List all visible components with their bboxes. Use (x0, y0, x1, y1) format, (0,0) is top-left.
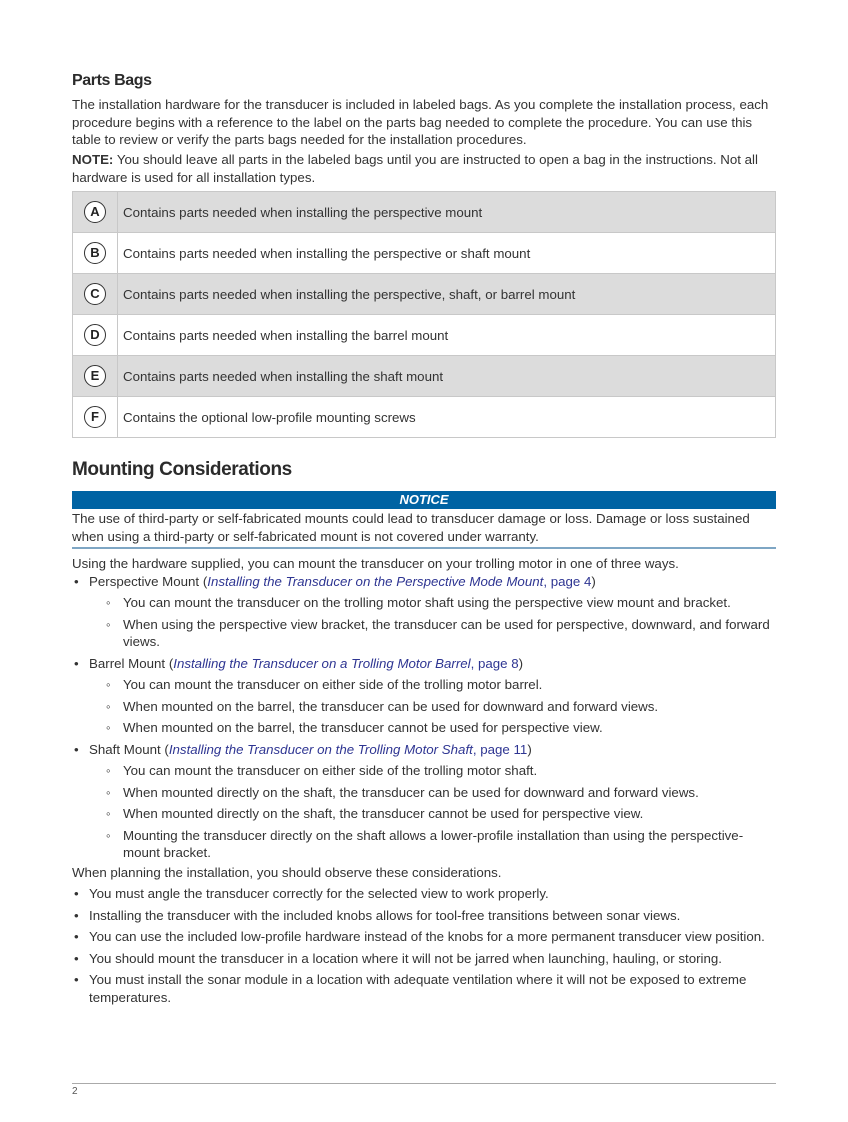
page-reference-link[interactable]: , page 11 (472, 741, 528, 757)
bag-description: Contains parts needed when installing the perspective or shaft mount (118, 233, 776, 274)
notice-divider (72, 547, 776, 549)
bag-description: Contains parts needed when installing the shaft mount (118, 356, 776, 397)
table-row (73, 397, 776, 438)
close-paren: ) (518, 655, 524, 671)
list-item: • You should mount the transducer in a location where it will not be jarred when launching, hauling, or storing. (72, 950, 776, 968)
bag-letter-a-icon: A (84, 201, 106, 223)
option-name: Perspective Mount ( (89, 573, 208, 589)
note-label: NOTE: (72, 152, 114, 167)
list-item: ◦ When mounted directly on the shaft, the transducer can be used for downward and forward views. (89, 784, 776, 802)
planning-intro: When planning the installation, you should observe these considerations. (72, 864, 502, 880)
bag-description: Contains parts needed when installing the barrel mount (118, 315, 776, 356)
list-item: ◦ You can mount the transducer on the trolling motor shaft using the perspective view mount and bracket. (89, 594, 776, 612)
bag-letter-c-icon: C (84, 283, 106, 305)
list-item: ◦ You can mount the transducer on either side of the trolling motor barrel. (89, 676, 776, 694)
page-reference-link[interactable]: , page 4 (543, 573, 592, 589)
close-paren: ) (527, 741, 532, 757)
list-item: • You can use the included low-profile hardware instead of the knobs for a more permanent transducer view position. (72, 928, 776, 946)
page-number: 2 (72, 1086, 78, 1097)
footer-divider (72, 1083, 776, 1084)
list-item: ◦ When mounted on the barrel, the transducer can be used for downward and forward views. (89, 698, 776, 716)
table-row (73, 356, 776, 397)
list-item: ◦ You can mount the transducer on either side of the trolling motor shaft. (89, 762, 776, 780)
bag-letter-e-icon: E (84, 365, 106, 387)
bag-letter-d-icon: D (84, 324, 106, 346)
bag-letter-b-icon: B (84, 242, 106, 264)
table-row (73, 233, 776, 274)
notice-text: The use of third-party or self-fabricated mounts could lead to transducer damage or loss. Damage or loss sustained when using a third-party or self-fabricated mount is not covered under warranty. (72, 511, 750, 544)
option-name: Shaft Mount ( (89, 741, 169, 757)
cross-reference-link[interactable]: Installing the Transducer on the Perspective Mode Mount (207, 573, 544, 589)
table-row (73, 274, 776, 315)
list-item: ◦ When mounted on the barrel, the transducer cannot be used for perspective view. (89, 719, 776, 737)
bag-description: Contains the optional low-profile mounting screws (118, 397, 776, 438)
option-name: Barrel Mount ( (89, 655, 174, 671)
notice-banner: NOTICE (72, 491, 776, 509)
parts-bags-heading: Parts Bags (72, 72, 152, 89)
bag-description: Contains parts needed when installing the perspective, shaft, or barrel mount (118, 274, 776, 315)
cross-reference-link[interactable]: Installing the Transducer on the Trolling Motor Shaft (168, 741, 473, 757)
mounting-section-body (72, 555, 776, 1006)
table-row (73, 315, 776, 356)
parts-bags-intro: The installation hardware for the transducer is included in labeled bags. As you complete the installation process, each procedure begins with a reference to the label on the parts bag needed to complete the procedure. You can use this table to review or verify the parts bags needed for the installation procedures. (72, 97, 769, 147)
bag-description: Contains parts needed when installing the perspective mount (118, 192, 776, 233)
page-reference-link[interactable]: , page 8 (470, 655, 519, 671)
mounting-considerations-heading: Mounting Considerations (72, 459, 292, 480)
list-item: ◦ When mounted directly on the shaft, the transducer cannot be used for perspective view. (89, 805, 776, 823)
list-item: • Installing the transducer with the included knobs allows for tool-free transitions between sonar views. (72, 907, 776, 925)
mount-options-list (72, 573, 776, 862)
list-item: • You must install the sonar module in a location with adequate ventilation where it will not be exposed to extreme temperatures. (72, 971, 776, 1006)
list-item (72, 573, 776, 651)
mounting-intro: Using the hardware supplied, you can mount the transducer on your trolling motor in one of three ways. (72, 556, 679, 571)
list-item: ◦ When using the perspective view bracket, the transducer can be used for perspective, downward, and forward views. (89, 616, 776, 651)
cross-reference-link[interactable]: Installing the Transducer on a Trolling Motor Barrel (173, 655, 471, 671)
considerations-list (72, 885, 776, 1006)
table-row (73, 192, 776, 233)
bag-letter-f-icon: F (84, 406, 106, 428)
list-item: ◦ Mounting the transducer directly on the shaft allows a lower-profile installation than using the perspective-mount bracket. (89, 827, 776, 862)
list-item: • You must angle the transducer correctly for the selected view to work properly. (72, 885, 776, 903)
close-paren: ) (591, 573, 596, 589)
note-text: You should leave all parts in the labeled bags until you are instructed to open a bag in the instructions. Not all hardware is used for all installation types. (72, 152, 758, 185)
list-item (72, 741, 776, 862)
parts-bags-table (72, 191, 776, 438)
parts-bags-note (72, 151, 776, 186)
list-item (72, 655, 776, 737)
